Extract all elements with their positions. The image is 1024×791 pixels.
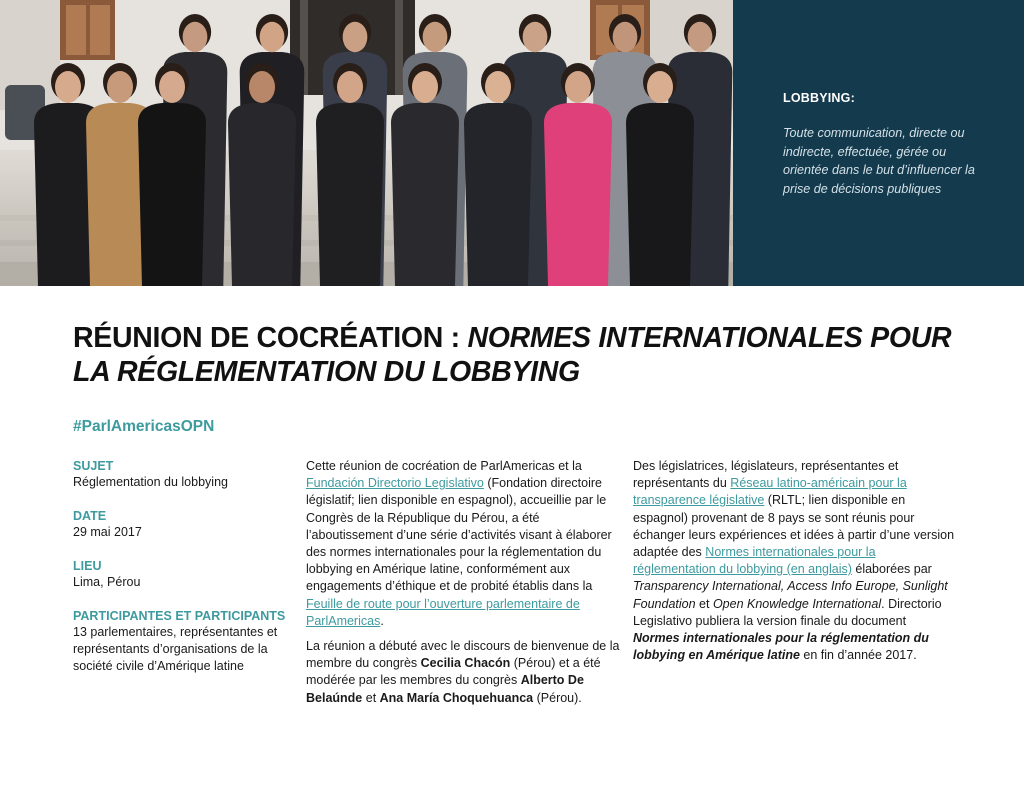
subject-block <box>73 458 288 491</box>
body-column-2 <box>633 458 955 672</box>
text-run: La réunion a débuté avec le discours de bienvenue de la membre du congrès <box>306 639 620 671</box>
paragraph <box>633 458 955 664</box>
hashtag[interactable]: #ParlAmericasOPN <box>73 418 215 435</box>
title-part2: NORMES INTERNATIONALES POUR LA RÉGLEMENTATION DU LOBBYING <box>73 322 952 388</box>
text-run: . <box>380 613 384 628</box>
text-run: en fin d’année 2017. <box>799 648 917 663</box>
place-value: Lima, Pérou <box>73 575 141 589</box>
document-title: Normes internationales pour la réglementation du lobbying en Amérique latine <box>633 631 929 663</box>
definition-text: Toute communication, directe ou indirecte, effectuée, gérée ou orientée dans le but d’influencer la prise de décisions publiques <box>783 126 975 196</box>
person-name: Cecilia Chacón <box>420 656 511 671</box>
definition-panel <box>733 0 1024 286</box>
text-run: Des législatrices, législateurs, représentantes et représentants du <box>633 459 899 491</box>
page-title <box>73 321 993 389</box>
person-name: Ana María Choquehuanca <box>379 690 534 705</box>
date-label: DATE <box>73 509 107 523</box>
link-directorio-legislativo[interactable]: Fundación Directorio Legislativo <box>306 476 484 491</box>
text-run: (Pérou). <box>533 690 582 705</box>
person-name: Alberto De Belaúnde <box>306 673 584 705</box>
text-run: . Directorio Legislativo publiera la version finale du document <box>633 596 942 628</box>
link-feuille-de-route[interactable]: Feuille de route pour l’ouverture parlementaire de ParlAmericas <box>306 596 580 628</box>
participants-block <box>73 608 288 675</box>
organization-names: Open Knowledge International <box>712 596 882 611</box>
subject-label: SUJET <box>73 459 114 473</box>
definition-term: LOBBYING: <box>783 91 855 105</box>
participants-value: 13 parlementaires, représentantes et représentants d’organisations de la société civile d’Amérique latine <box>73 625 278 673</box>
text-run: et <box>362 690 380 705</box>
text-run: (Pérou) et a été modérée par les membres du congrès <box>306 656 601 688</box>
organization-names: Transparency International, Access Info Europe, Sunlight Foundation <box>633 579 948 611</box>
group-photo-illustration <box>0 0 733 286</box>
date-block <box>73 508 288 541</box>
participants-label: PARTICIPANTES ET PARTICIPANTS <box>73 609 286 623</box>
paragraph <box>306 458 628 630</box>
group-photo <box>0 0 733 286</box>
place-block <box>73 558 288 591</box>
text-run: élaborées par <box>851 562 932 577</box>
place-label: LIEU <box>73 559 102 573</box>
text-run: (RLTL; lien disponible en espagnol) provenant de 8 pays se sont réunis pour échanger leurs expériences et idées à partir d’une version adaptée des <box>633 493 955 560</box>
link-rltl[interactable]: Réseau latino-américain pour la transparence législative <box>633 476 907 508</box>
event-info <box>73 458 288 692</box>
paragraph <box>306 638 628 707</box>
subject-value: Réglementation du lobbying <box>73 475 228 489</box>
body-column-1 <box>306 458 628 715</box>
text-run: et <box>695 596 713 611</box>
header-banner <box>0 0 1024 286</box>
link-normes-internationales[interactable]: Normes internationales pour la réglementation du lobbying (en anglais) <box>633 545 876 577</box>
text-run: Cette réunion de cocréation de ParlAmericas et la <box>306 459 582 473</box>
text-run: (Fondation directoire législatif; lien disponible en espagnol), accueillie par le Congrès de la République du Pérou, a été l’aboutissement d’une série d’activités visant à élaborer des normes internationales pour la réglementation du lobbying en Amérique latine, conformément aux engagements d’éthique et de probité établis dans la <box>306 476 612 594</box>
title-part1: RÉUNION DE COCRÉATION : <box>73 322 468 354</box>
date-value: 29 mai 2017 <box>73 525 142 539</box>
